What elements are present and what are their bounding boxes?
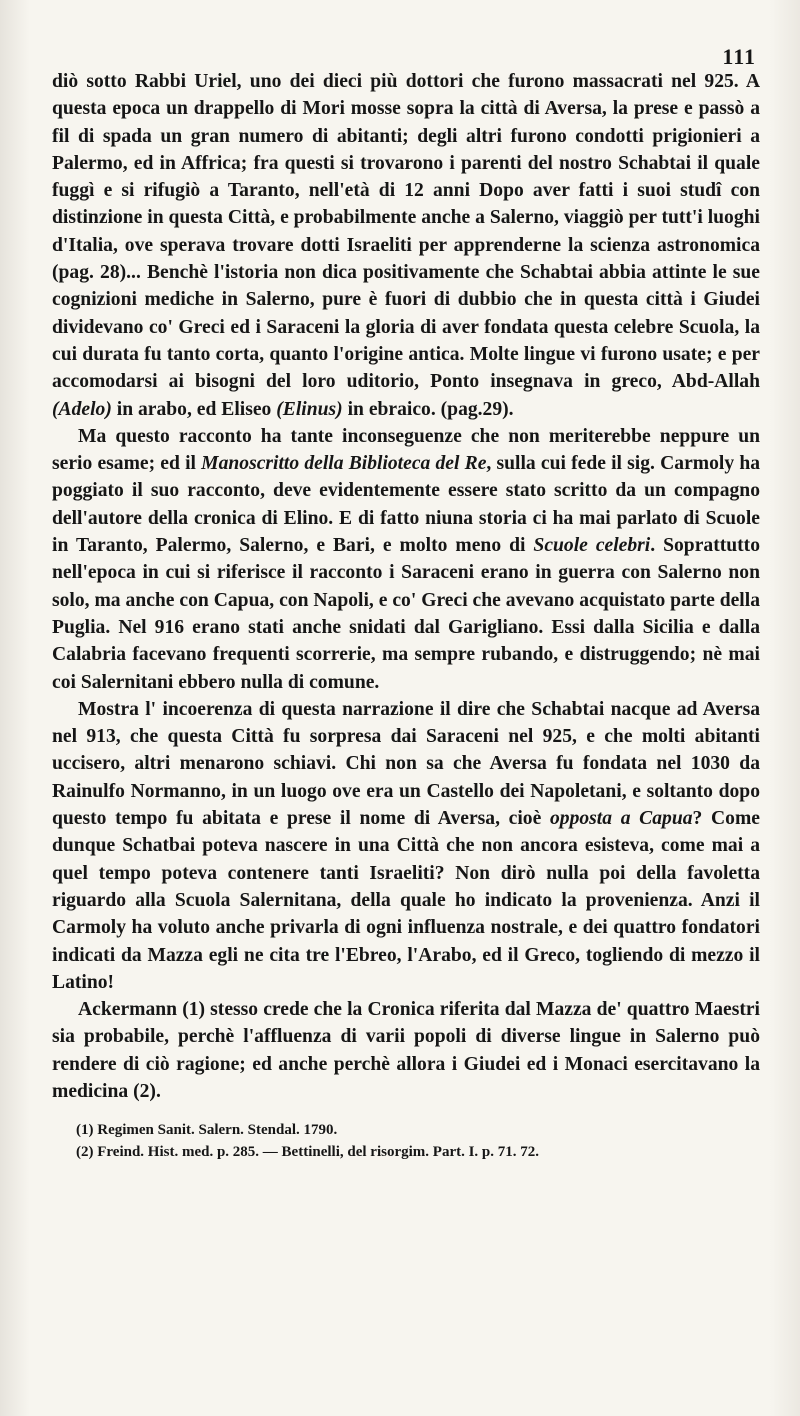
paragraph-4-text-1: Ackermann (1) stesso crede che la Cronica riferita dal Mazza de' quattro Maestri sia probabile, perchè l'affluenza di varii popoli di diverse lingue in Salerno può rendere di ciò ragione; ed anche perchè allora i Giudei ed i Monaci esercitavano la medicina (2). [52,999,760,1102]
paragraph-3-italic-capua: opposta a Capua [549,808,693,830]
paragraph-1-italic-adelo: (Adelo) [52,398,112,420]
paragraph-2-text-2: , sulla cui fede il sig. Carmoly ha poggiato il suo racconto, deve evidentemente essere stato scritto da un compagno dell'autore della cronica di Elino. E di fatto niuna storia ci ha mai parlato di Scuole in Taranto, Palermo, Salerno, e Bari, e molto meno di [52,453,761,557]
footnotes [52,1119,760,1163]
paragraph-3 [52,696,760,996]
footnote-2: (2) Freind. Hist. med. p. 285. — Bettinelli, del risorgim. Part. I. p. 71. 72. [76,1144,540,1161]
paragraph-1-text-1: diò sotto Rabbi Uriel, uno dei dieci più dottori che furono massacrati nel 925. A questa epoca un drappello di Mori mosse sopra la città di Aversa, la prese e passò a fil di spada un gran numero di abitanti; degli altri furono condotti prigionieri a Palermo, ed in Affrica; fra questi si trovarono i parenti del nostro Schabtai il quale fuggì e si rifugiò a Taranto, nell'età di 12 anni Dopo aver fatti i suoi studî con distinzione in questa Città, e probabilmente anche a Salerno, viaggiò per tutt'i luoghi d'Italia, ove sperava trovare dotti Israeliti per apprenderne la scienza astronomica (pag. 28)... Benchè l'istoria non dica positivamente che Schabtai abbia attinte le sue cognizioni mediche in Salerno, pure è fuori di dubbio che in questa città i Giudei dividevano co' Greci ed i Saraceni la gloria di aver fondata questa celebre Scuola, la cui durata fu tanto corta, quanto l'origine antica. Molte lingue vi furono usate; e per accomodarsi ai bisogni del loro uditorio, Ponto insegnava in greco, Abd-Allah [52,71,760,393]
body-text [52,68,760,1105]
paragraph-2 [52,423,760,696]
paragraph-3-text-1: Mostra l' incoerenza di questa narrazione il dire che Schabtai nacque ad Aversa nel 913, che questa Città fu sorpresa dai Saraceni nel 925, e che molti abitanti uccisero, altri menarono schiavi. Chi non sa che Aversa fu fondata nel 1030 da Rainulfo Normanno, in un luogo ove era un Castello dei Napoletani, e soltanto dopo questo tempo fu abitata e prese il nome di Aversa, cioè [52,698,760,830]
paragraph-1-text-3: in ebraico. (pag.29). [342,398,514,420]
paragraph-2-text-1: Ma questo racconto ha tante inconseguenze che non meriterebbe neppure un serio esame; ed il [52,425,760,475]
footnote-1: (1) Regimen Sanit. Salern. Stendal. 1790. [76,1122,338,1139]
paragraph-2-italic-manoscritto: Manoscritto della Biblioteca del Re [201,453,487,475]
paragraph-4 [52,996,760,1105]
paragraph-2-text-3: . Soprattutto nell'epoca in cui si riferisce il racconto i Saraceni erano in guerra con Salerno non solo, ma anche con Capua, con Napoli, e co' Greci che avevano acquistato parte della Puglia. Nel 916 erano stati anche snidati dal Garigliano. Essi dalla Sicilia e dalla Calabria facevano frequenti scorrerie, ma sempre rubando, e distruggendo; nè mai coi Salernitani ebbero nulla di comune. [52,535,760,693]
paragraph-3-text-2: ? Come dunque Schatbai poteva nascere in una Città che non ancora esisteva, come mai a quel tempo poteva contenere tanti Israeliti? Non dirò nulla poi della favoletta riguardo alla Scuola Salernitana, della quale ho indicato la provenienza. Anzi il Carmoly ha voluto anche privarla di ogni influenza nostrale, e dei quattro fondatori indicati da Mazza egli ne cita tre l'Ebreo, l'Arabo, ed il Greco, togliendo di mezzo il Latino! [52,808,760,993]
paragraph-1-italic-elinus: (Elinus) [276,398,343,420]
paragraph-1 [52,68,760,423]
paragraph-2-italic-scuole: Scuole celebri [533,535,651,557]
paragraph-1-text-2: in arabo, ed Eliseo [111,398,277,420]
page-number: 111 [722,44,756,69]
